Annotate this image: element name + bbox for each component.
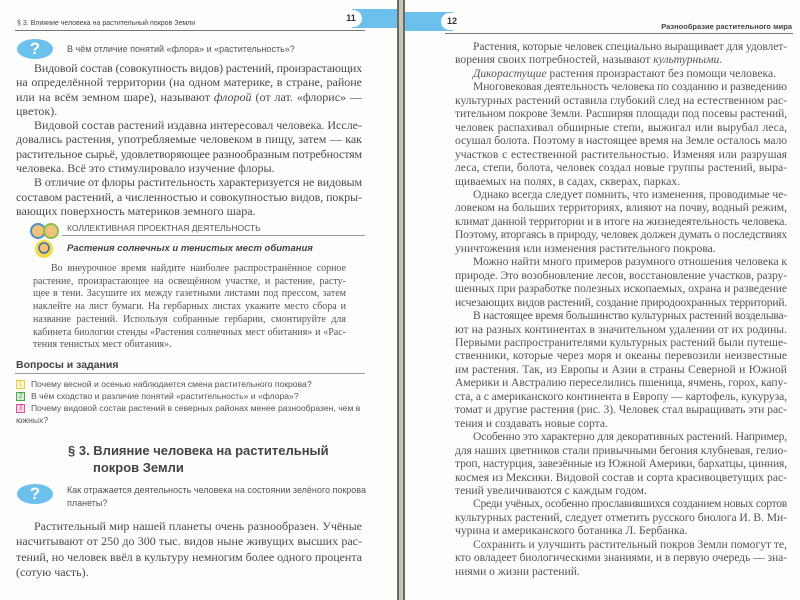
- question-number: 2: [16, 392, 25, 401]
- italic-term: Дикорастущие: [473, 66, 547, 80]
- text-line: тительном покрове Земли. Расширяя площади под посевы растений,: [455, 107, 787, 121]
- project-text: [33, 263, 346, 352]
- text-line: культурных растений, следует отметить русского биолога И. В. Ми-: [455, 510, 787, 524]
- text-line: название растений. Используя собранные гербарии, смонтируйте для: [33, 313, 346, 325]
- text-line: Многовековая деятельность человека по созданию и разведению: [473, 80, 787, 94]
- text-line: им растения. Так, из Европы и Азии в страны Северной и Южной: [455, 362, 787, 376]
- text-line: растение, произрастающее на освещённом участке, и растение, расту-: [33, 275, 346, 287]
- text-line: тения тенистых мест обитания».: [33, 339, 172, 351]
- left-body-text: [16, 61, 362, 218]
- text-line: ста, а с американского континента в Европу — картофель, кукуруза,: [455, 389, 787, 403]
- text-segment: ворения своих потребностей, называют: [455, 53, 654, 67]
- text-line: щее в тени. Засушите их между газетными листами под прессом, затем: [33, 288, 346, 300]
- text-line: кабинета биологии стенды «Растения солнечных мест обитания» и «Рас-: [33, 326, 346, 338]
- text-line: ниями о жизни растений.: [455, 564, 580, 578]
- left-page: [0, 0, 397, 600]
- project-rule: [62, 235, 365, 236]
- text-line: троп, настурция, завезённые из Южной Америки, бархатцы, цинния,: [455, 457, 787, 471]
- text-line: тений, но человек ввёл в культуру немногим более одного процента: [16, 549, 362, 564]
- text-line: ловеком на больших территориях, влияют на почву, водный режим,: [455, 201, 788, 215]
- text-segment: (от лат. «флорис» —: [251, 89, 362, 104]
- question-item: [16, 379, 366, 391]
- text-line: чурина и американского ботаника Л. Бербанка.: [455, 524, 688, 538]
- text-line: наклейте на лист бумаги. На гербарных листах укажите место сбора и: [33, 301, 346, 313]
- right-body-text: [455, 40, 787, 578]
- project-label: КОЛЛЕКТИВНАЯ ПРОЕКТНАЯ ДЕЯТЕЛЬНОСТЬ: [67, 223, 261, 233]
- text-line: насчитывают от 250 до 300 тыс. видов ныне живущих высших рас-: [16, 534, 362, 549]
- section-question: Как отражается деятельность человека на состоянии зелёного покрова планеты?: [67, 485, 366, 508]
- project-title: Растения солнечных и тенистых мест обитания: [67, 243, 313, 254]
- text-line: Можно найти много примеров разумного отношения человека к: [473, 255, 787, 269]
- text-line: Среди учёных, особенно прославившихся созданием новых сортов: [473, 497, 787, 511]
- text-line: [455, 53, 787, 66]
- question-text: В чём сходство и различие понятий «растительность» и «флора»?: [31, 391, 299, 401]
- italic-term: культурными: [653, 53, 720, 67]
- text-line: на определённой территории (на одном материке, в стране, районе: [16, 75, 362, 90]
- text-line: Растения, которые человек специально выращивает для удовлет-: [473, 40, 787, 53]
- text-line: ют на разных континентах в значительном удалении от их родины.: [455, 322, 787, 336]
- text-line: Особенно это характерно для декоративных растений. Например,: [473, 430, 787, 444]
- question-text: Почему весной и осенью наблюдается смена растительного покрова?: [31, 379, 312, 389]
- text-line: Америки и Австралию переселились пшеница, ячмень, горох, капу-: [455, 376, 787, 390]
- right-page: [405, 0, 800, 600]
- text-line: леса, степи, болота, человек создал новые группы растений, выра-: [455, 161, 787, 175]
- section-body-text: [16, 519, 362, 580]
- text-line: составом растений, а численностью и совокупностью видов, покры-: [16, 189, 362, 204]
- text-line: шенных при разработке полезных ископаемых, охрана и разведение: [455, 282, 787, 296]
- running-header: § 3. Влияние человека на растительный покров Земли: [17, 20, 196, 27]
- text-line: космея из Мексики. Видовой состав и сорта красивоцветущих рас-: [455, 470, 787, 484]
- italic-term: флорой: [213, 89, 252, 104]
- text-line: исчезающих видов растений, создание природоохранных территорий.: [455, 295, 787, 309]
- text-line: для наших цветников стали привычными бегония клубневая, гелио-: [455, 443, 787, 457]
- text-line: культурных растений оставила глубокий след на естественном рас-: [455, 93, 787, 107]
- text-line: В настоящее время большинство культурных растений возделыва-: [473, 309, 787, 323]
- text-line: довались растения, употребляемые человеком в пищу, затем — как: [16, 132, 362, 147]
- text-line: ственники, которые через моря и океаны перевозили неизвестные: [455, 349, 787, 363]
- children-project-icon: [30, 222, 60, 260]
- page-number: 12: [441, 13, 463, 30]
- text-line: человека. Всё это стимулировало изучение флоры.: [16, 161, 275, 176]
- section-title-line-2: покров Земли: [93, 460, 184, 475]
- text-line: Видовой состав растений издавна интересовал человека. Иссле-: [34, 118, 362, 133]
- text-segment: .: [719, 53, 723, 67]
- text-line: тения и создавать новые сорта.: [455, 416, 608, 430]
- questions-title: Вопросы и задания: [16, 359, 119, 371]
- book-gutter: [397, 0, 405, 600]
- text-line: участков с естественной растительностью. Изменяя или разрушая: [455, 147, 787, 161]
- running-header: Разнообразие растительного мира: [661, 22, 792, 31]
- question-bubble-icon: ?: [17, 39, 53, 59]
- text-line: [16, 90, 362, 104]
- text-segment: или на всём земном шаре), называют: [16, 89, 214, 104]
- section-title-line-1: § 3. Влияние человека на растительный: [68, 443, 329, 458]
- text-line: Во внеурочное время найдите наиболее распространённое сорное: [51, 263, 346, 274]
- text-line: вающих поверхность материков земного шара.: [16, 203, 256, 218]
- text-line: осушал болота. Поэтому в настоящее время на Земле осталось мало: [455, 134, 787, 148]
- text-line: щиваемых на полях, в садах, скверах, парках.: [455, 174, 681, 188]
- question-number: 1: [16, 380, 25, 389]
- text-line: Поэтому, вторгаясь в природу, человек должен думать о последствиях: [455, 228, 787, 242]
- question-text: Почему видовой состав растений в северных районах менее разнообразен, чем в южных?: [16, 403, 361, 425]
- text-line: кто овладеет биологическими знаниями, и в первую очередь — зна-: [455, 551, 787, 565]
- text-line: томат и другие растения (рис. 3). Человек стал выращивать эти рас-: [455, 403, 787, 417]
- text-line: человек распахивал обширные степи, выжигал или вырубал леса,: [455, 120, 787, 134]
- text-line: Растительный мир нашей планеты очень разнообразен. Учёные: [34, 519, 362, 533]
- text-line: цветок).: [16, 103, 58, 118]
- header-rule: [15, 30, 365, 31]
- text-line: Первыми распространителями культурных растений были путеше-: [455, 335, 787, 349]
- text-line: климат данной территории и в итоге на жизнедеятельность человека.: [455, 214, 787, 228]
- text-segment: растения произрастают без помощи человека.: [546, 66, 777, 80]
- page-number: 11: [340, 10, 362, 27]
- question-item: [16, 403, 366, 426]
- question-bubble-icon: ?: [17, 484, 53, 504]
- intro-question: В чём отличие понятий «флора» и «растительность»?: [67, 44, 295, 54]
- text-line: [455, 67, 787, 80]
- question-number: 3: [16, 404, 25, 413]
- text-line: уничтожения или изменения растительного покрова.: [455, 241, 716, 255]
- text-line: Сохранить и улучшить растительный покров Земли помогут те,: [473, 537, 787, 551]
- text-line: растительное сырьё, удовлетворяющее разнообразным потребностям: [16, 146, 362, 161]
- question-item: [16, 391, 366, 403]
- text-line: Однако всегда следует помнить, что изменения, проводимые че-: [473, 187, 787, 201]
- text-line: В отличие от флоры растительность характеризуется не видовым: [34, 175, 362, 190]
- text-line: (сотую часть).: [16, 564, 89, 579]
- questions-rule: [15, 373, 365, 374]
- text-line: природе. Это возобновление лесов, восстановление участков, разру-: [455, 268, 787, 282]
- header-rule: [445, 33, 793, 34]
- text-line: тений увеличиваются с каждым годом.: [455, 483, 647, 497]
- text-line: Видовой состав (совокупность видов) растений, произрастающих: [34, 61, 363, 75]
